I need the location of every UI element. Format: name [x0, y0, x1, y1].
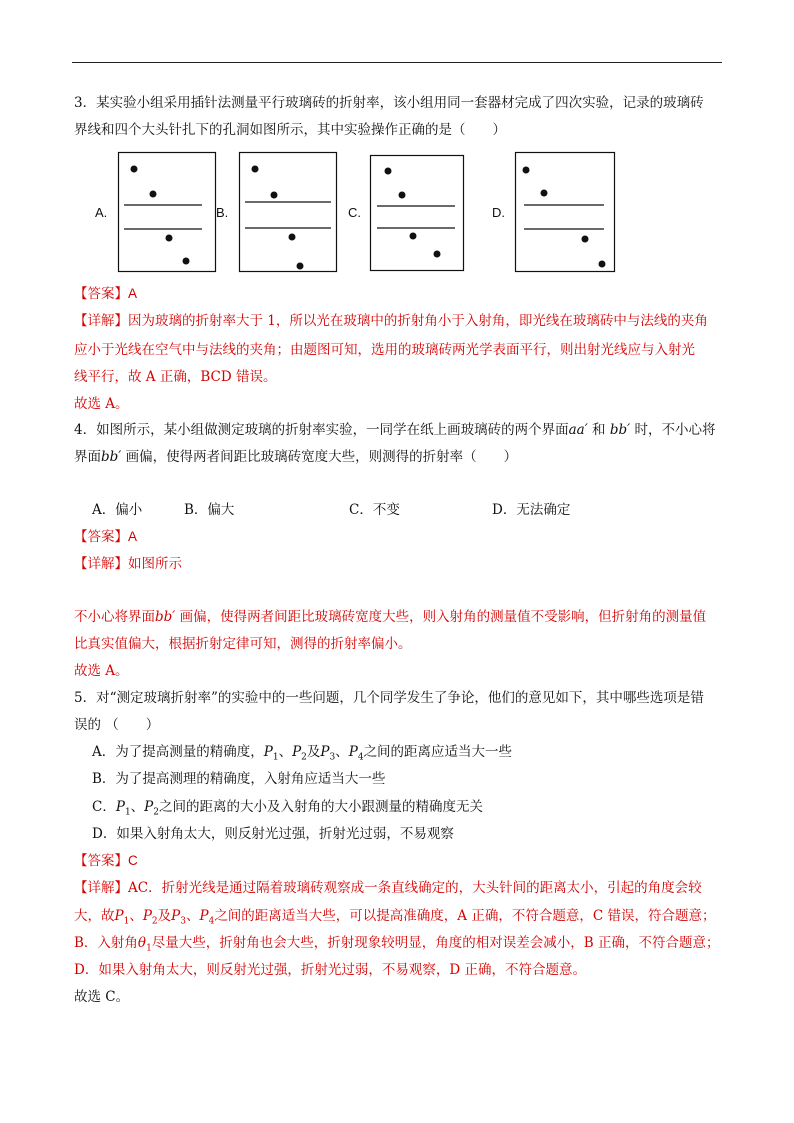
figure-d-frame [516, 153, 615, 272]
q5-option-c: C．$P_1$、$P_2$之间的距离的大小及入射角的大小跟测量的精确度无关 [92, 799, 483, 818]
figure-b-pin-2 [271, 192, 278, 199]
figure-d-pin-2 [541, 190, 548, 197]
figure-b-pin-4 [297, 263, 304, 270]
figure-c-pin-4 [434, 251, 441, 258]
figure-b [239, 152, 337, 272]
detail-tag: 【详解】 [74, 556, 128, 572]
figure-c-frame [371, 156, 464, 271]
q4-answer [74, 527, 137, 547]
q4-option-b: B．偏大 [184, 502, 235, 518]
q4-option-d: D．无法确定 [492, 502, 571, 518]
detail-tag: 【详解】 [74, 313, 128, 329]
answer-value: A [128, 286, 138, 301]
figure-b-pin-3 [289, 234, 296, 241]
q4-stem-line1: 4．如图所示，某小组做测定玻璃的折射率实验，一同学在纸上画玻璃砖的两个界面aa′ 和 bb′ 时，不小心将 [74, 422, 716, 438]
q5-conclusion: 故选 C。 [74, 989, 130, 1005]
figure-d-pin-4 [599, 261, 606, 268]
q5-option-a: A．为了提高测量的精确度，$P_1$、$P_2$及$P_3$、$P_4$之间的距离应适当大一些 [92, 744, 513, 763]
q3-stem-line2: 界线和四个大头针扎下的孔洞如图所示，其中实验操作正确的是（ ） [74, 122, 506, 138]
q5-detail-line2: 大，故$P_1$、$P_2$及$P_3$、$P_4$之间的距离适当大些，可以提高准确度，A 正确，不符合题意，C 错误，符合题意； [74, 908, 716, 927]
figure-a-pin-1 [131, 166, 138, 173]
interface-bb: bb′ [609, 422, 631, 438]
interface-bb: bb′ [155, 609, 176, 625]
detail-tag: 【详解】 [74, 880, 128, 896]
q5-detail-line3: B．入射角$\theta_1$尽量大些，折射角也会大些，折射现象较明显，角度的相对误差会减小，B 正确，不符合题意； [74, 935, 720, 954]
q5-detail-line1: 【详解】AC．折射光线是通过隔着玻璃砖观察成一条直线确定的，大头针间的距离太小，引起的角度会较 [74, 880, 702, 896]
figure-c-pin-2 [399, 192, 406, 199]
q3-detail-line3: 线平行，故 A 正确，BCD 错误。 [74, 369, 277, 385]
q4-conclusion: 故选 A。 [74, 663, 129, 679]
q4-option-c: C．不变 [349, 502, 400, 518]
q4-detail-line2: 比真实值偏大，根据折射定律可知，测得的折射率偏小。 [74, 636, 412, 652]
answer-tag: 【答案】 [74, 853, 128, 869]
figure-c [370, 155, 464, 271]
detail-text: 因为玻璃的折射率大于 1，所以光在玻璃中的折射角小于入射角，即光线在玻璃砖中与法线的夹角 [128, 313, 708, 329]
figure-a-pin-2 [150, 191, 157, 198]
q5-option-b: B．为了提高测理的精确度，入射角应适当大一些 [92, 771, 386, 787]
q3-stem-line1: 3．某实验小组采用插针法测量平行玻璃砖的折射率，该小组用同一套器材完成了四次实验，记录的玻璃砖 [74, 95, 704, 111]
answer-tag: 【答案】 [74, 286, 128, 302]
figure-c-pin-3 [410, 233, 417, 240]
q5-stem-line1: 5．对“测定玻璃折射率”的实验中的一些问题，几个同学发生了争论，他们的意见如下，其中哪些选项是错 [74, 690, 704, 706]
q4-option-a: A．偏小 [92, 502, 143, 518]
q5-stem-line2: 误的 （ ） [74, 717, 160, 733]
figure-a-pin-4 [183, 258, 190, 265]
q3-detail-line1 [74, 311, 708, 331]
figure-label-a: A. [95, 205, 108, 220]
q5-answer [74, 851, 138, 871]
answer-tag: 【答案】 [74, 529, 128, 545]
q4-stem-line2: 界面bb′ 画偏，使得两者间距比玻璃砖宽度大些，则测得的折射率（ ） [74, 449, 518, 465]
figure-b-pin-1 [252, 166, 259, 173]
answer-value: A [128, 529, 138, 544]
figure-label-d: D. [492, 205, 505, 220]
figure-d-pin-1 [523, 167, 530, 174]
figure-a-pin-3 [166, 235, 173, 242]
figure-label-b: B. [216, 205, 229, 220]
figure-label-c: C. [348, 205, 361, 220]
header-rule [72, 62, 722, 63]
q5-detail-line4: D．如果入射角太大，则反射光过强，折射光过弱，不易观察，D 正确，不符合题意。 [74, 962, 586, 978]
interface-bb: bb′ [101, 449, 122, 465]
figure-d [515, 152, 615, 272]
q5-option-d: D．如果入射角太大，则反射光过强，折射光过弱，不易观察 [92, 826, 454, 842]
interface-aa: aa′ [568, 422, 588, 438]
q4-detail-line1: 不小心将界面bb′ 画偏，使得两者间距比玻璃砖宽度大些，则入射角的测量值不受影响，但折射角的测量值 [74, 609, 707, 625]
q4-detail-intro: 【详解】如图所示 [74, 556, 182, 572]
q3-conclusion: 故选 A。 [74, 396, 129, 412]
q3-answer [74, 284, 137, 304]
figure-c-pin-1 [385, 168, 392, 175]
figure-d-pin-3 [582, 236, 589, 243]
figure-a [118, 152, 216, 272]
answer-value: C [128, 853, 138, 868]
q3-detail-line2: 应小于光线在空气中与法线的夹角；由题图可知，选用的玻璃砖两光学表面平行，则出射光线应与入射光 [74, 342, 695, 358]
